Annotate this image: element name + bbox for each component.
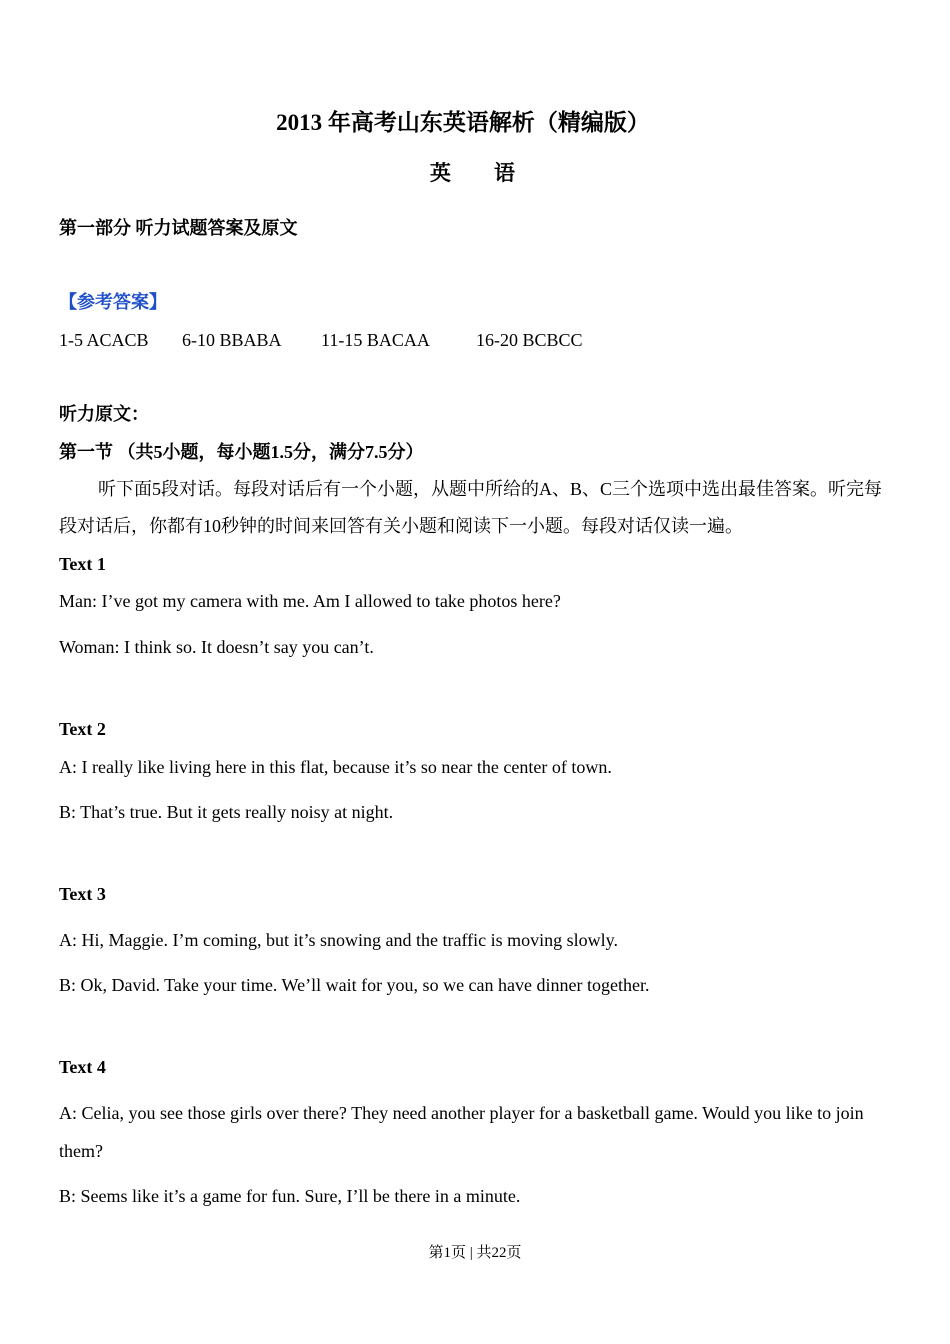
dialogue-line: B: Seems like it’s a game for fun. Sure, I’ll be there in a minute.: [59, 1186, 521, 1206]
answer-group: 11-15 BACAA: [321, 330, 430, 350]
text-label: Text 2: [59, 719, 106, 739]
dialogue-line: A: I really like living here in this flat, because it’s so near the center of town.: [59, 757, 612, 777]
dialogue-line: A: Hi, Maggie. I’m coming, but it’s snowing and the traffic is moving slowly.: [59, 930, 618, 950]
dialogue-line: Man: I’ve got my camera with me. Am I allowed to take photos here?: [59, 591, 561, 611]
part-heading: 第一部分 听力试题答案及原文: [59, 218, 298, 238]
answer-group: 16-20 BCBCC: [476, 330, 583, 350]
text-label: Text 1: [59, 554, 106, 574]
document-title: 2013 年高考山东英语解析（精编版）: [276, 110, 650, 135]
section-heading: 第一节 （共5小题，每小题1.5分，满分7.5分）: [59, 442, 424, 462]
instructions-paragraph: 听下面5段对话。每段对话后有一个小题，从题中所给的A、B、C三个选项中选出最佳答案。听完每段对话后，你都有10秒钟的时间来回答有关小题和阅读下一小题。每段对话仅读一遍。: [59, 479, 883, 536]
answer-group: 1-5 ACACB: [59, 330, 149, 350]
document-subject: 英 语: [429, 161, 534, 185]
text-label: Text 4: [59, 1057, 106, 1077]
answer-heading: 【参考答案】: [59, 292, 167, 312]
transcript-heading: 听力原文：: [59, 404, 149, 424]
dialogue-line: A: Celia, you see those girls over there? They need another player for a basketball game. Would you like to join them?: [59, 1103, 864, 1161]
answer-key: [0, 328, 950, 352]
page-footer: 第1页 | 共22页: [428, 1245, 522, 1261]
dialogue-line: B: Ok, David. Take your time. We’ll wait for you, so we can have dinner together.: [59, 975, 650, 995]
dialogue-line: B: That’s true. But it gets really noisy at night.: [59, 802, 394, 822]
answer-group: 6-10 BBABA: [182, 330, 282, 350]
text-label: Text 3: [59, 884, 106, 904]
dialogue-line: Woman: I think so. It doesn’t say you can’t.: [59, 637, 374, 657]
